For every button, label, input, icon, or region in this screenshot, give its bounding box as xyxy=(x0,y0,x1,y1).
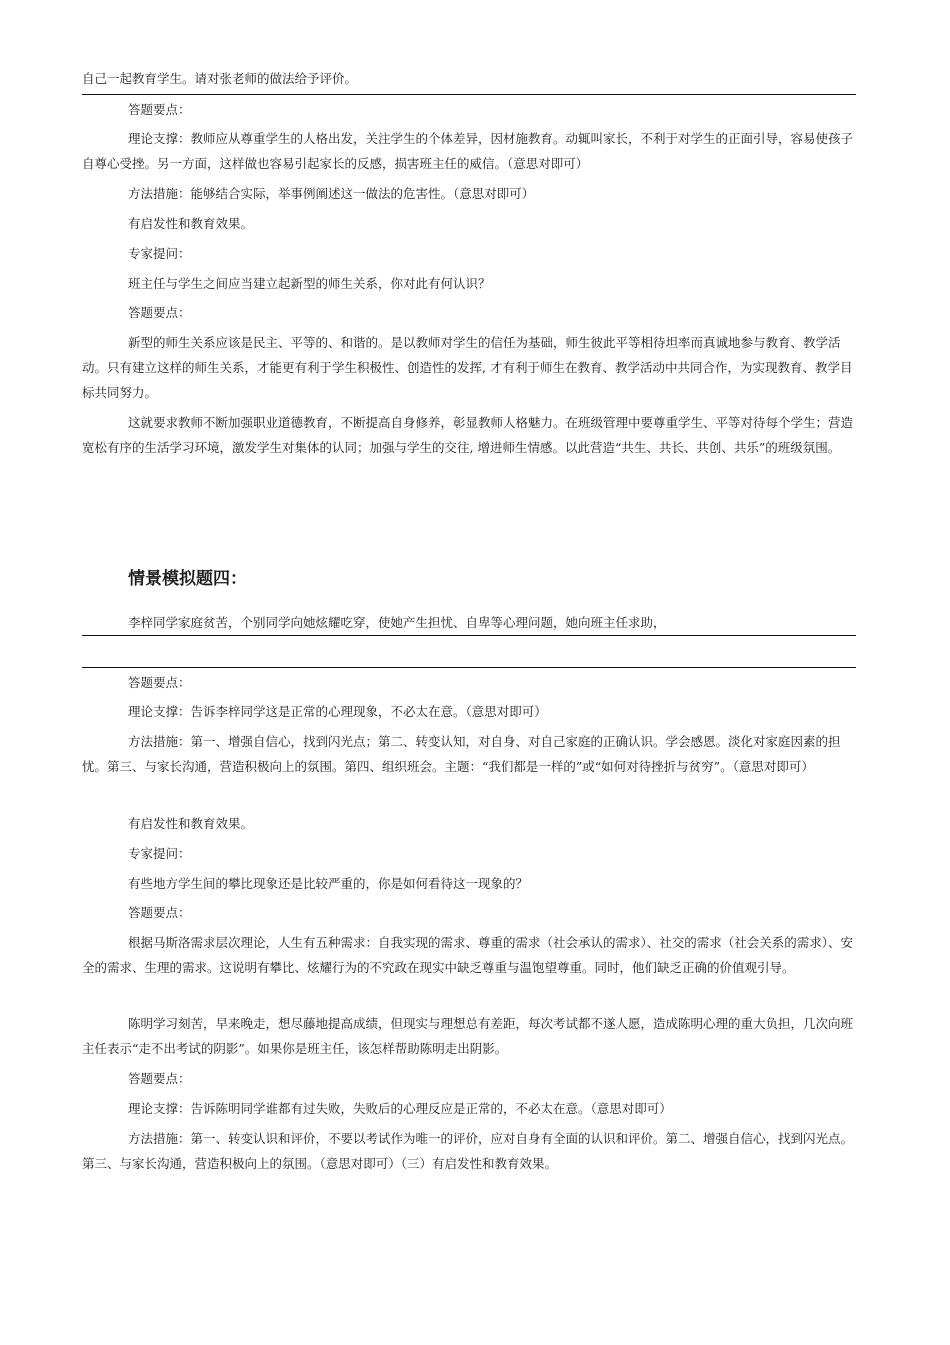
expert-question: 有些地方学生间的攀比现象还是比较严重的，你是如何看待这一现象的？ xyxy=(128,876,529,891)
answer-paragraph: 这就要求教师不断加强职业道德教育，不断提高自身修养，彰显教师人格魅力。在班级管理中要尊重学生、平等对待每个学生；营造宽松有序的生活学习环境，激发学生对集体的认同；加强与学生的交往, 增进师生情感。以此营造“共生、共长、共创、共乐”的班级氛围。 xyxy=(82,415,854,455)
answer-points-label: 答题要点： xyxy=(128,305,191,320)
divider-line xyxy=(82,94,856,95)
method-paragraph: 方法措施：第一、增强自信心，找到闪光点；第二、转变认知，对自身、对自己家庭的正确认识。学会感恩。淡化对家庭因素的担忧。第三、与家长沟通，营造积极向上的氛围。第四、组织班会。主题：“我们都是一样的”或“如何对待挫折与贫穷”。（意思对即可） xyxy=(82,734,841,774)
method-paragraph: 方法措施：能够结合实际，举事例阐述这一做法的危害性。（意思对即可） xyxy=(128,186,535,201)
case-paragraph: 陈明学习刻苦，早来晚走，想尽藤地提高成绩，但现实与理想总有差距，每次考试都不遂人愿，造成陈明心理的重大负担，几次向班主任表示“走不出考试的阴影”。如果你是班主任，该怎样帮助陈明走出阴影。 xyxy=(82,1016,854,1056)
expert-question: 班主任与学生之间应当建立起新型的师生关系，你对此有何认识？ xyxy=(128,276,491,291)
theory-support-paragraph: 理论支撑：告诉陈明同学谁都有过失败，失败后的心理反应是正常的，不必太在意。（意思对即可） xyxy=(128,1101,672,1116)
theory-support-paragraph: 理论支撑：告诉李梓同学这是正常的心理现象，不必太在意。（意思对即可） xyxy=(128,704,547,719)
scenario-question: 李梓同学家庭贫苦，个别同学向她炫耀吃穿，使她产生担忧、自卑等心理问题，她向班主任求助， xyxy=(128,615,666,630)
effect-paragraph: 有启发性和教育效果。 xyxy=(128,816,254,831)
expert-question-label: 专家提问： xyxy=(128,846,191,861)
section-heading: 情景模拟题四： xyxy=(128,569,247,589)
divider-line xyxy=(82,667,856,668)
answer-points-label: 答题要点： xyxy=(128,675,191,690)
answer-points-label: 答题要点： xyxy=(128,102,191,117)
expert-question-label: 专家提问： xyxy=(128,246,191,261)
answer-points-label: 答题要点： xyxy=(128,1071,191,1086)
question-tail: 自己一起教育学生。请对张老师的做法给予评价。 xyxy=(82,71,358,86)
theory-support-paragraph: 理论支撑：教师应从尊重学生的人格出发，关注学生的个体差异，因材施教育。动辄叫家长，不利于对学生的正面引导，容易使孩子自尊心受挫。另一方面，这样做也容易引起家长的反感，损害班主任的威信。（意思对即可） xyxy=(82,131,854,171)
answer-paragraph: 根据马斯洛需求层次理论，人生有五种需求：自我实现的需求、尊重的需求（社会承认的需求）、社交的需求（社会关系的需求）、安全的需求、生理的需求。这说明有攀比、炫耀行为的不究政在现实中缺乏尊重与温饱望尊重。同时，他们缺乏正确的价值观引导。 xyxy=(82,935,854,975)
answer-paragraph: 新型的师生关系应该是民主、平等的、和谐的。是以教师对学生的信任为基础，师生彼此平等相待坦率而真诚地参与教育、教学活动。只有建立这样的师生关系，才能更有利于学生积极性、创造性的发挥, 才有利于师生在教育、教学活动中共同合作，为实现教育、教学目标共同努力。 xyxy=(82,335,853,400)
answer-points-label: 答题要点： xyxy=(128,905,191,920)
effect-paragraph: 有启发性和教育效果。 xyxy=(128,216,254,231)
divider-line xyxy=(82,635,856,636)
method-paragraph: 方法措施：第一、转变认识和评价，不要以考试作为唯一的评价，应对自身有全面的认识和评价。第二、增强自信心，找到闪光点。第三、与家长沟通，营造积极向上的氛围。（意思对即可）（三）有启发性和教育效果。 xyxy=(82,1131,854,1171)
